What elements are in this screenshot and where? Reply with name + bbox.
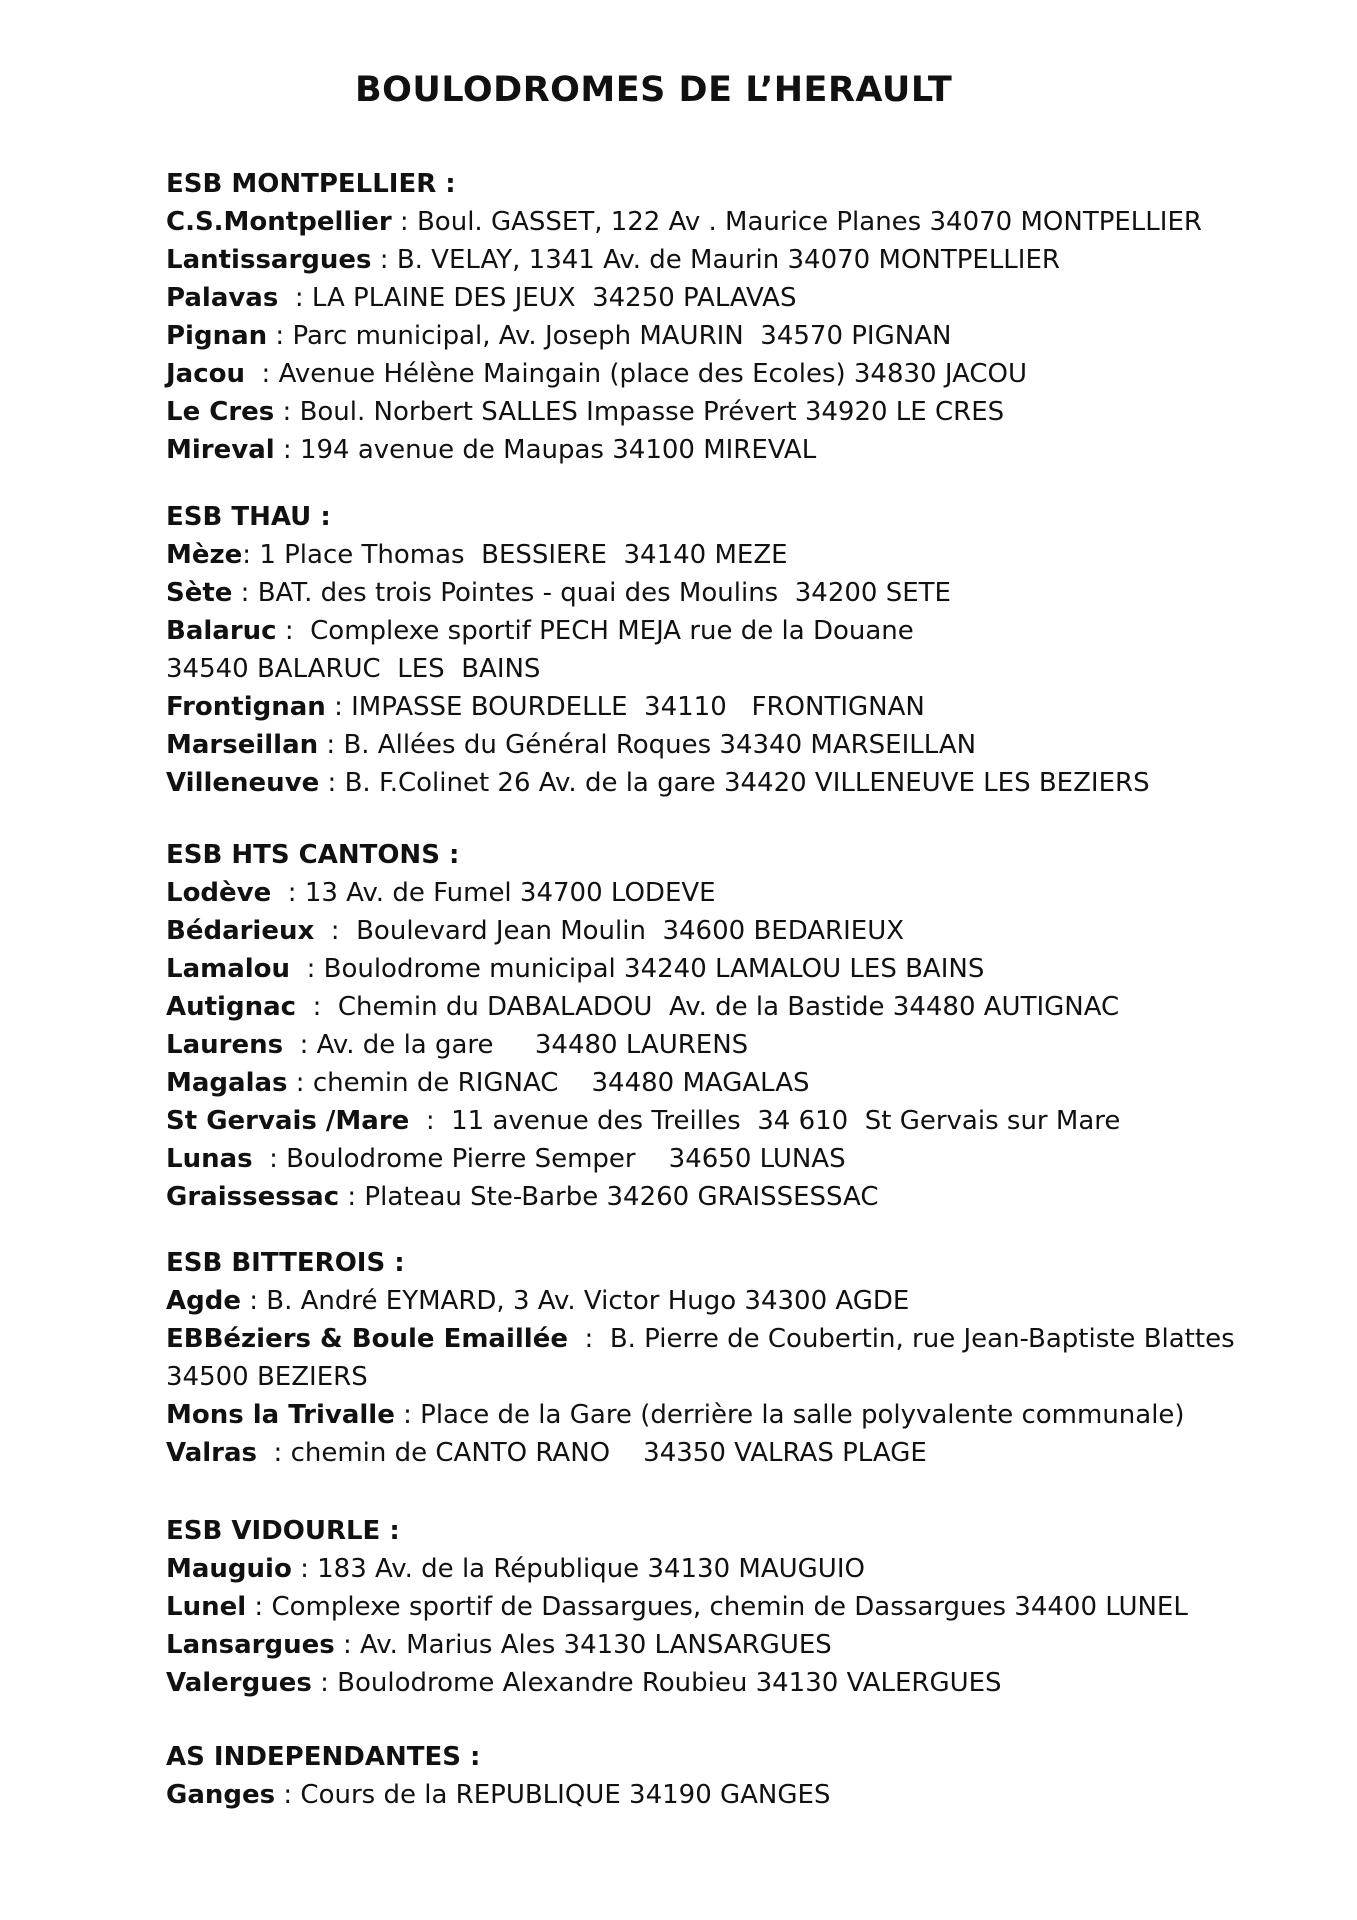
club-address: Avenue Hélène Maingain (place des Ecoles) 34830 JACOU bbox=[278, 359, 1028, 389]
club-name: Laurens bbox=[166, 1030, 284, 1060]
separator: : bbox=[275, 1780, 301, 1810]
club-address: 13 Av. de Fumel 34700 LODEVE bbox=[304, 878, 716, 908]
separator: : bbox=[232, 578, 258, 608]
club-name: Mons la Trivalle bbox=[166, 1400, 395, 1430]
separator: : bbox=[267, 321, 293, 351]
list-item bbox=[166, 950, 1286, 988]
club-name: Lantissargues bbox=[166, 245, 372, 275]
separator: : bbox=[371, 245, 397, 275]
list-item bbox=[166, 241, 1286, 279]
list-item bbox=[166, 1396, 1286, 1434]
club-name: Villeneuve bbox=[166, 768, 320, 798]
list-item bbox=[166, 431, 1286, 469]
list-item bbox=[166, 1026, 1286, 1064]
club-name: Mauguio bbox=[166, 1554, 292, 1584]
list-item bbox=[166, 688, 1286, 726]
club-address: Complexe sportif PECH MEJA rue de la Douane 34540 BALARUC LES BAINS bbox=[166, 616, 914, 684]
list-item bbox=[166, 988, 1286, 1026]
club-name: Le Cres bbox=[166, 397, 275, 427]
club-name: Balaruc bbox=[166, 616, 277, 646]
club-address: chemin de RIGNAC 34480 MAGALAS bbox=[312, 1068, 810, 1098]
list-item bbox=[166, 393, 1286, 431]
section-esb-vidourle bbox=[166, 1512, 1286, 1702]
club-name: Sète bbox=[166, 578, 233, 608]
list-item bbox=[166, 1626, 1286, 1664]
club-name: Valras bbox=[166, 1438, 257, 1468]
separator: : bbox=[242, 540, 260, 570]
list-item bbox=[166, 726, 1286, 764]
club-address: Cours de la REPUBLIQUE 34190 GANGES bbox=[300, 1780, 831, 1810]
separator: : bbox=[567, 1324, 610, 1354]
section-heading: ESB HTS CANTONS : bbox=[166, 840, 460, 870]
separator: : bbox=[325, 692, 352, 722]
separator: : bbox=[246, 1592, 272, 1622]
list-item bbox=[166, 764, 1286, 802]
separator: : bbox=[334, 1630, 360, 1660]
club-name: Lansargues bbox=[166, 1630, 335, 1660]
club-address: Boul. GASSET, 122 Av . Maurice Planes 34070 MONTPELLIER bbox=[416, 207, 1202, 237]
page-title: BOULODROMES DE L’HERAULT bbox=[355, 70, 953, 110]
club-address: Parc municipal, Av. Joseph MAURIN 34570 PIGNAN bbox=[292, 321, 952, 351]
club-address: 1 Place Thomas BESSIERE 34140 MEZE bbox=[259, 540, 788, 570]
list-item bbox=[166, 317, 1286, 355]
club-address: 194 avenue de Maupas 34100 MIREVAL bbox=[299, 435, 817, 465]
list-item bbox=[166, 1434, 1286, 1472]
section-esb-hts-cantons bbox=[166, 836, 1286, 1216]
separator: : bbox=[257, 1438, 291, 1468]
club-name: C.S.Montpellier bbox=[166, 207, 392, 237]
separator: : bbox=[291, 1554, 318, 1584]
club-address: Boulodrome municipal 34240 LAMALOU LES BAINS bbox=[323, 954, 985, 984]
club-address: Boulodrome Pierre Semper 34650 LUNAS bbox=[286, 1144, 846, 1174]
club-address: B. Pierre de Coubertin, rue Jean-Baptiste Blattes 34500 BEZIERS bbox=[166, 1324, 1235, 1392]
club-address: Boulodrome Alexandre Roubieu 34130 VALERGUES bbox=[337, 1668, 1002, 1698]
club-address: Chemin du DABALADOU Av. de la Bastide 34480 AUTIGNAC bbox=[337, 992, 1120, 1022]
separator: : bbox=[276, 616, 311, 646]
section-as-independantes bbox=[166, 1738, 1286, 1814]
club-address: chemin de CANTO RANO 34350 VALRAS PLAGE bbox=[290, 1438, 927, 1468]
club-address: B. F.Colinet 26 Av. de la gare 34420 VILLENEUVE LES BEZIERS bbox=[344, 768, 1150, 798]
list-item bbox=[166, 1320, 1276, 1396]
club-name: Ganges bbox=[166, 1780, 276, 1810]
separator: : bbox=[245, 359, 279, 389]
club-address: B. Allées du Général Roques 34340 MARSEILLAN bbox=[343, 730, 977, 760]
list-item bbox=[166, 1776, 1286, 1814]
club-name: Valergues bbox=[166, 1668, 312, 1698]
club-address: Complexe sportif de Dassargues, chemin de Dassargues 34400 LUNEL bbox=[271, 1592, 1188, 1622]
club-address: IMPASSE BOURDELLE 34110 FRONTIGNAN bbox=[351, 692, 925, 722]
club-address: Boul. Norbert SALLES Impasse Prévert 34920 LE CRES bbox=[299, 397, 1005, 427]
separator: : bbox=[394, 1400, 421, 1430]
club-address: LA PLAINE DES JEUX 34250 PALAVAS bbox=[311, 283, 797, 313]
list-item bbox=[166, 1282, 1286, 1320]
club-address: Place de la Gare (derrière la salle polyvalente communale) bbox=[420, 1400, 1185, 1430]
list-item bbox=[166, 536, 1286, 574]
club-name: Bédarieux bbox=[166, 916, 315, 946]
club-name: St Gervais /Mare bbox=[166, 1106, 410, 1136]
separator: : bbox=[274, 435, 300, 465]
separator: : bbox=[339, 1182, 365, 1212]
list-item bbox=[166, 874, 1286, 912]
separator: : bbox=[252, 1144, 287, 1174]
section-esb-bitterois bbox=[166, 1244, 1286, 1472]
club-name: Pignan bbox=[166, 321, 268, 351]
club-name: Autignac bbox=[166, 992, 297, 1022]
club-name: Palavas bbox=[166, 283, 279, 313]
list-item bbox=[166, 574, 1286, 612]
list-item bbox=[166, 1064, 1286, 1102]
separator: : bbox=[271, 878, 305, 908]
separator: : bbox=[240, 1286, 267, 1316]
club-name: Lunas bbox=[166, 1144, 253, 1174]
club-name: Lunel bbox=[166, 1592, 247, 1622]
club-address: 11 avenue des Treilles 34 610 St Gervais sur Mare bbox=[451, 1106, 1121, 1136]
club-name: Graissessac bbox=[166, 1182, 340, 1212]
list-item bbox=[166, 1102, 1286, 1140]
separator: : bbox=[278, 283, 312, 313]
club-address: B. André EYMARD, 3 Av. Victor Hugo 34300 AGDE bbox=[266, 1286, 910, 1316]
club-address: Plateau Ste-Barbe 34260 GRAISSESSAC bbox=[364, 1182, 879, 1212]
separator: : bbox=[274, 397, 300, 427]
separator: : bbox=[319, 768, 345, 798]
separator: : bbox=[290, 954, 324, 984]
section-heading: ESB MONTPELLIER : bbox=[166, 169, 456, 199]
club-name: Jacou bbox=[166, 359, 246, 389]
list-item bbox=[166, 1550, 1286, 1588]
list-item bbox=[166, 1664, 1286, 1702]
club-address: 183 Av. de la République 34130 MAUGUIO bbox=[317, 1554, 865, 1584]
separator: : bbox=[296, 992, 338, 1022]
separator: : bbox=[318, 730, 344, 760]
list-item bbox=[166, 355, 1286, 393]
separator: : bbox=[283, 1030, 317, 1060]
club-address: Boulevard Jean Moulin 34600 BEDARIEUX bbox=[356, 916, 905, 946]
section-heading: AS INDEPENDANTES : bbox=[166, 1742, 481, 1772]
club-address: BAT. des trois Pointes - quai des Moulins 34200 SETE bbox=[257, 578, 951, 608]
club-name: Lamalou bbox=[166, 954, 291, 984]
list-item bbox=[166, 912, 1286, 950]
club-name: Magalas bbox=[166, 1068, 288, 1098]
club-address: B. VELAY, 1341 Av. de Maurin 34070 MONTPELLIER bbox=[396, 245, 1060, 275]
club-name: Mèze bbox=[166, 540, 243, 570]
section-heading: ESB THAU : bbox=[166, 502, 331, 532]
club-address: Av. de la gare 34480 LAURENS bbox=[316, 1030, 749, 1060]
section-heading: ESB VIDOURLE : bbox=[166, 1516, 400, 1546]
separator: : bbox=[311, 1668, 338, 1698]
club-name: EBBéziers & Boule Emaillée bbox=[166, 1324, 568, 1354]
club-name: Agde bbox=[166, 1286, 241, 1316]
list-item bbox=[166, 1588, 1286, 1626]
list-item bbox=[166, 612, 1276, 688]
separator: : bbox=[314, 916, 357, 946]
club-name: Lodève bbox=[166, 878, 272, 908]
club-name: Mireval bbox=[166, 435, 275, 465]
club-name: Frontignan bbox=[166, 692, 326, 722]
section-esb-montpellier bbox=[166, 165, 1286, 469]
separator: : bbox=[409, 1106, 452, 1136]
separator: : bbox=[391, 207, 417, 237]
section-heading: ESB BITTEROIS : bbox=[166, 1248, 405, 1278]
list-item bbox=[166, 203, 1286, 241]
list-item bbox=[166, 1140, 1286, 1178]
list-item bbox=[166, 279, 1286, 317]
section-esb-thau bbox=[166, 498, 1286, 802]
list-item bbox=[166, 1178, 1286, 1216]
club-address: Av. Marius Ales 34130 LANSARGUES bbox=[360, 1630, 832, 1660]
club-name: Marseillan bbox=[166, 730, 319, 760]
separator: : bbox=[287, 1068, 313, 1098]
